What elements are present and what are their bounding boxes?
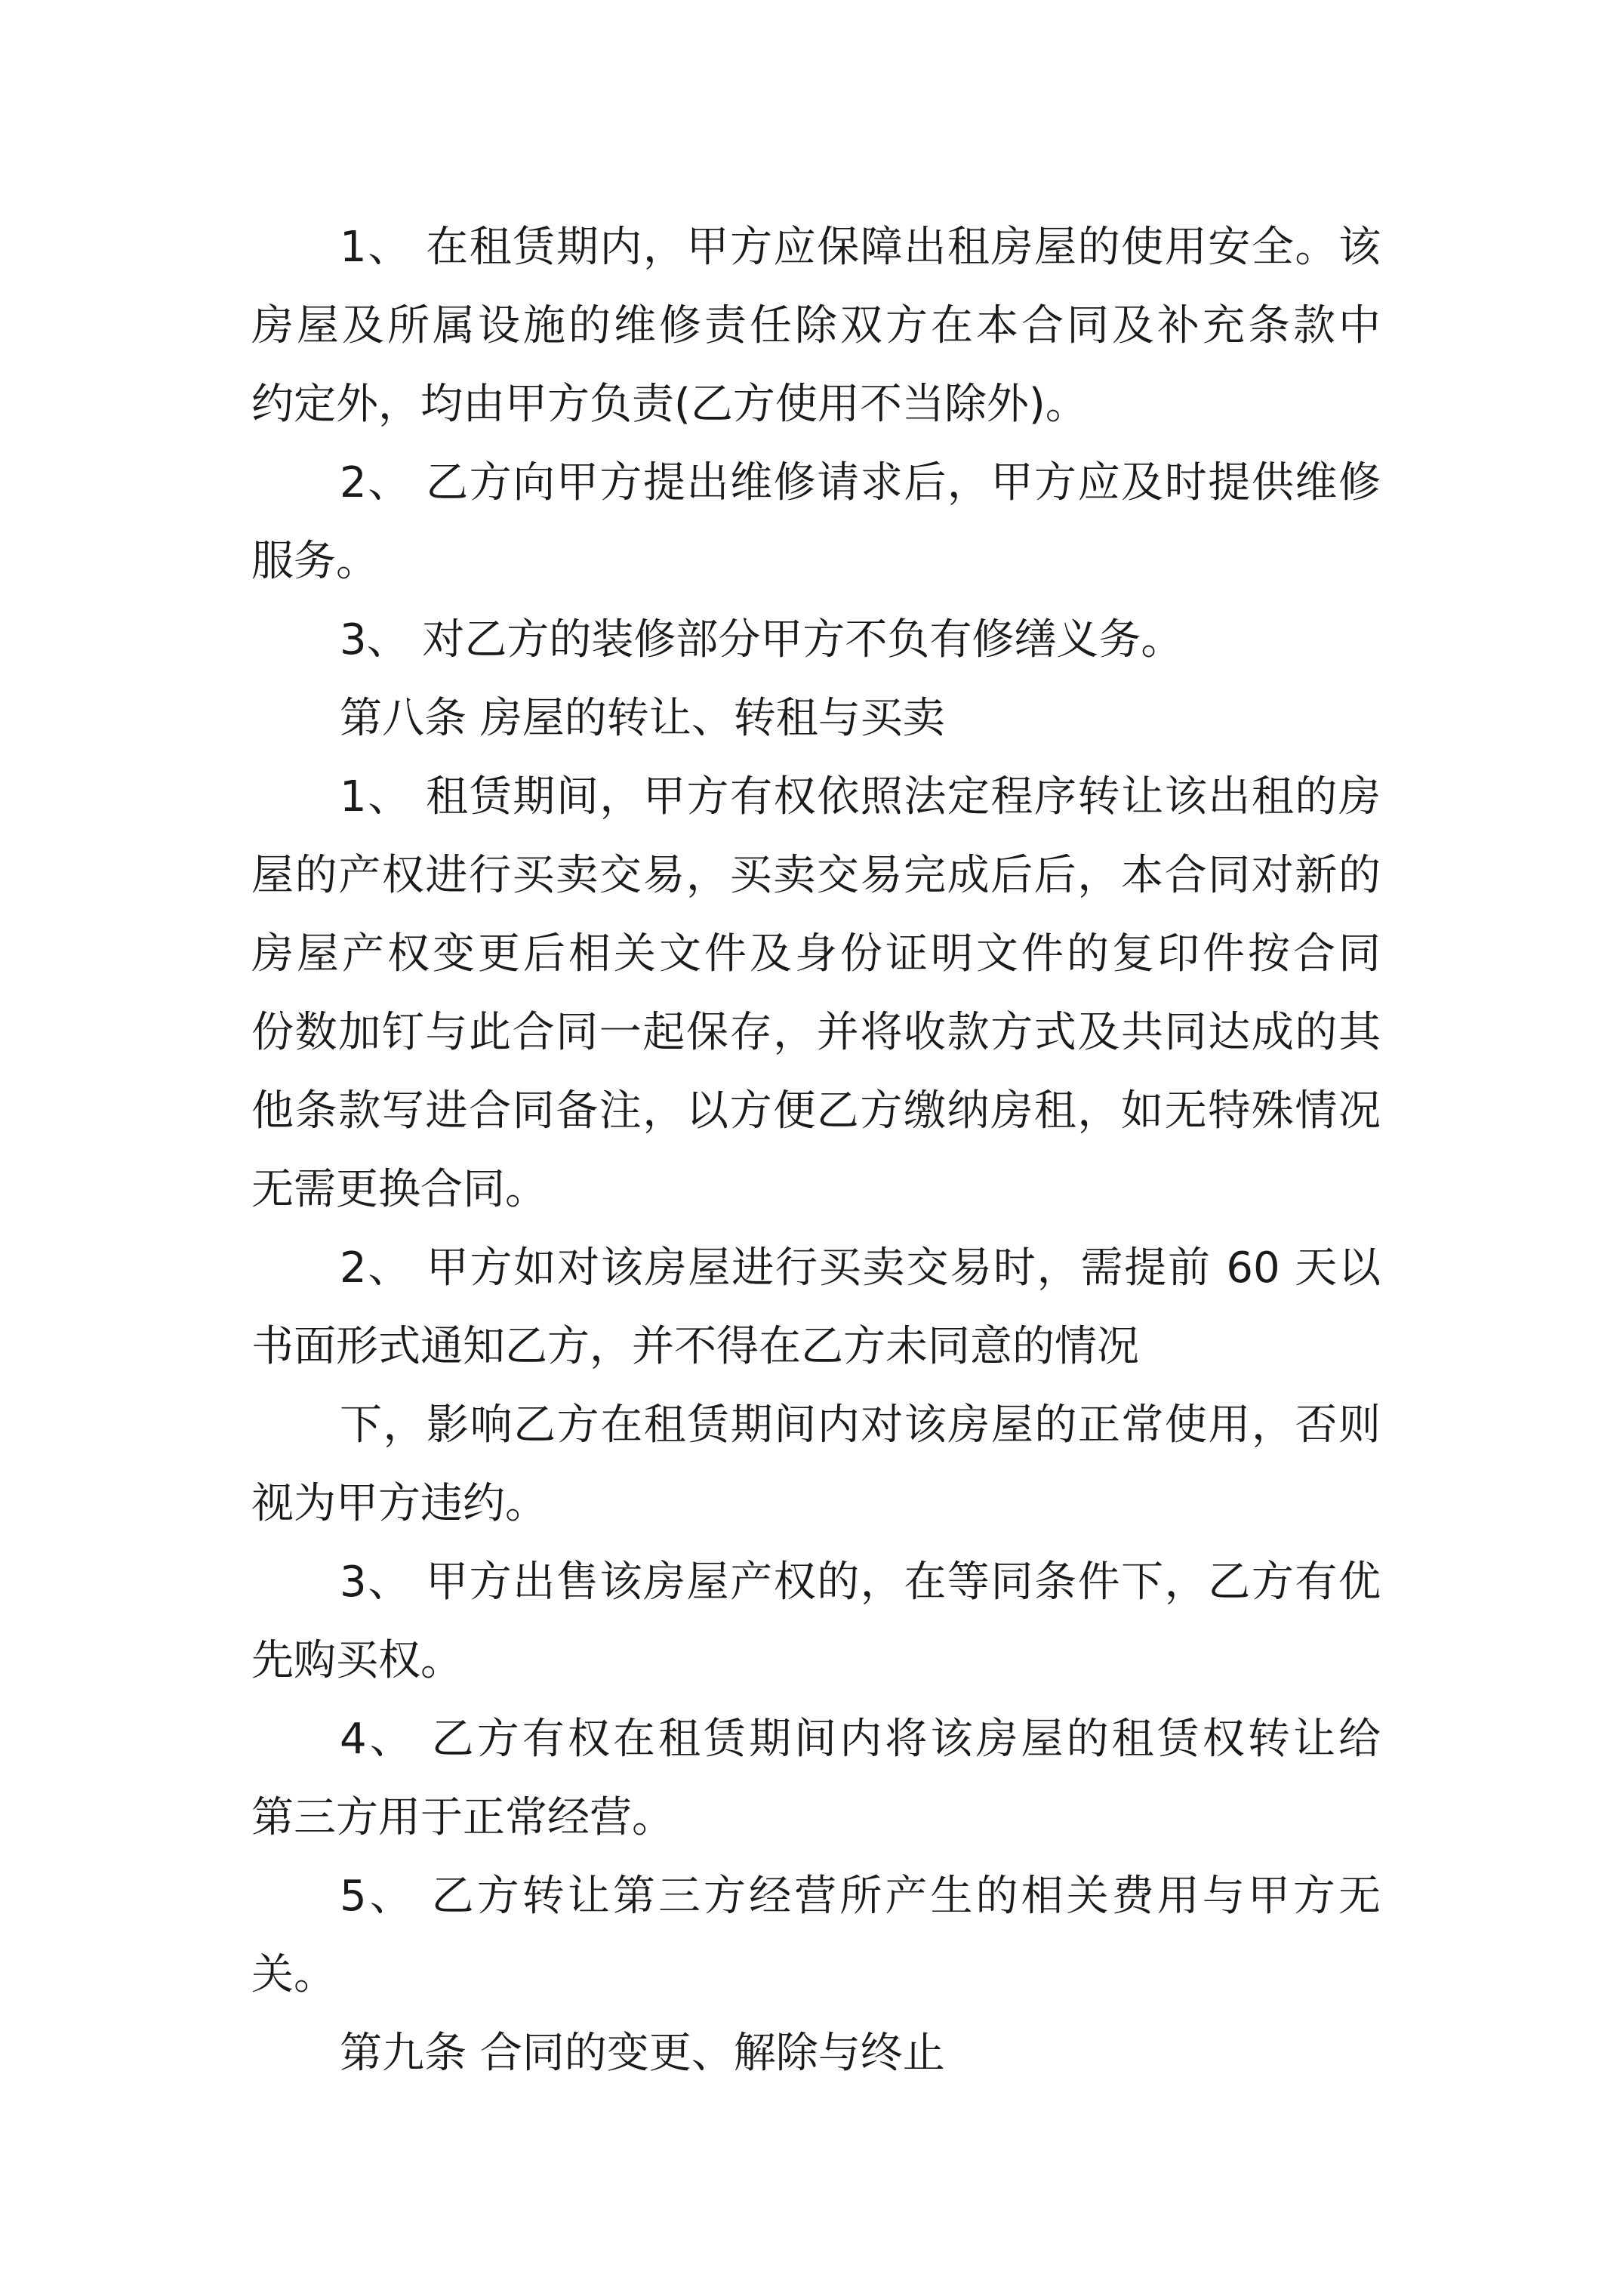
clause-8-2-line-1: 2、 甲方如对该房屋进行买卖交易时，需提前 60 天以 xyxy=(340,1244,1381,1293)
clause-8-1-line-5: 他条款写进合同备注，以方便乙方缴纳房租，如无特殊情况 xyxy=(251,1086,1381,1136)
clause-8-1-line-4: 份数加钉与此合同一起保存，并将收款方式及共同达成的其 xyxy=(251,1008,1381,1057)
clause-8-4-line-1: 4、 乙方有权在租赁期间内将该房屋的租赁权转让给 xyxy=(340,1715,1381,1764)
clause-8-5-line-1: 5、 乙方转让第三方经营所产生的相关费用与甲方无 xyxy=(340,1872,1381,1921)
clause-8-3-line-1: 3、 甲方出售该房屋产权的，在等同条件下，乙方有优 xyxy=(340,1558,1381,1607)
clause-8-2-continued-line-2: 视为甲方违约。 xyxy=(251,1479,547,1528)
clause-7-3-line-1: 3、 对乙方的装修部分甲方不负有修缮义务。 xyxy=(340,615,1184,664)
clause-7-2-line-2: 服务。 xyxy=(251,537,378,586)
clause-7-2-line-1: 2、 乙方向甲方提出维修请求后，甲方应及时提供维修 xyxy=(340,458,1381,507)
clause-8-1-line-3: 房屋产权变更后相关文件及身份证明文件的复印件按合同 xyxy=(251,929,1381,978)
clause-8-4-line-2: 第三方用于正常经营。 xyxy=(251,1793,674,1842)
clause-7-1-line-1: 1、 在租赁期内，甲方应保障出租房屋的使用安全。该 xyxy=(340,223,1381,272)
article-8-heading: 第八条 房屋的转让、转租与买卖 xyxy=(340,694,945,743)
clause-8-1-line-1: 1、 租赁期间，甲方有权依照法定程序转让该出租的房 xyxy=(340,772,1381,821)
clause-8-1-line-2: 屋的产权进行买卖交易，买卖交易完成后后，本合同对新的 xyxy=(251,851,1381,900)
clause-8-5-line-2: 关。 xyxy=(251,1950,336,1999)
clause-8-3-line-2: 先购买权。 xyxy=(251,1636,463,1685)
clause-8-2-line-2: 书面形式通知乙方，并不得在乙方未同意的情况 xyxy=(251,1322,1139,1371)
article-9-heading: 第九条 合同的变更、解除与终止 xyxy=(340,2029,945,2078)
clause-7-1-line-2: 房屋及所属设施的维修责任除双方在本合同及补充条款中 xyxy=(251,301,1381,350)
clause-8-1-line-6: 无需更换合同。 xyxy=(251,1165,547,1214)
clause-7-1-line-3: 约定外，均由甲方负责(乙方使用不当除外)。 xyxy=(251,380,1088,429)
clause-8-2-continued-line-1: 下，影响乙方在租赁期间内对该房屋的正常使用，否则 xyxy=(340,1401,1381,1450)
